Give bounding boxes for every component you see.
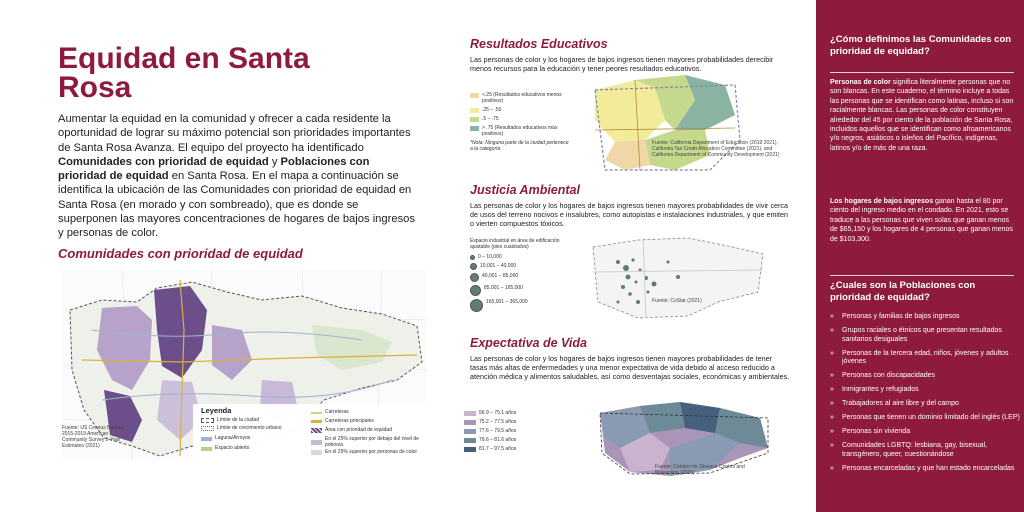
education-legend-item: .25 – .50 [470,107,570,113]
legend-item-open-space: Espacio abierto [201,446,311,452]
education-map [575,70,775,180]
panel-paragraph-low-income: Los hogares de bajos ingresos ganan hasta el 80 por ciento del ingreso medio en el condado. En 2021, esto se traduce a las personas que viven solas que ganan menos de $65,150 y los hogares de 4 personas que ganan menos de $103,300. [830,198,1013,243]
environment-legend-item: 40,001 – 85,000 [470,273,580,282]
life-legend [462,408,556,457]
legend-swatch [464,411,476,416]
legend-item-roads: Carreteras [311,410,421,416]
list-item: » Comunidades LGBTQ: lesbiana, gay, bisexual, transgénero, queer, cuestionándose [830,442,1020,459]
intro-paragraph [58,112,418,241]
list-item: » Grupos raciales o étnicos que presentan resultados sanitarios desiguales [830,327,1020,344]
legend-item-poc: En el 25% superior por personas de color [311,450,421,456]
legend-swatch [311,450,322,455]
legend-swatch [201,426,214,431]
panel-heading-definitions: ¿Cómo definimos las Comunidades con prioridad de equidad? [830,34,1012,57]
legend-swatch [201,437,212,441]
life-legend-item: 81.7 – 97.5 años [464,446,554,452]
intro-bold-communities: Comunidades con prioridad de equidad [58,155,269,168]
life-legend-item: 56.9 – 75.1 años [464,410,554,416]
circle-icon [470,255,475,260]
legend-swatch [470,117,479,122]
list-item: » Inmigrantes y refugiados [830,386,1020,395]
life-title: Expectativa de Vida [470,336,587,350]
legend-item-creeks: Laguna/Arroyos [201,436,311,442]
circle-icon [470,273,479,282]
legend-title: Leyenda [201,406,232,415]
legend-swatch [464,420,476,425]
list-item: » Personas encarceladas y que han estado encarceladas [830,465,1020,474]
environment-source: Fuente: CoStar (2021) [652,298,702,304]
legend-swatch [464,438,476,443]
legend-item-highways: Carreteras principales [311,419,421,425]
legend-swatch [470,108,479,113]
education-desc: Las personas de color y los hogares de bajos ingresos tienen mayores probabilidades derecibir menos recursos para la educación y tener peores resultados educativos. [470,55,774,74]
intro-text-3: en Santa Rosa. En el mapa a continuación se identifica la ubicación de las Comunidades con prioridad de equidad en Santa Rosa (en morado y con sombreado), que es donde se superponen las mayores concentraciones de hogares de bajos ingresos y personas de color. [58,170,415,240]
legend-swatch [201,418,214,423]
circle-icon [470,299,483,312]
map-title: Comunidades con prioridad de equidad [58,246,303,261]
legend-item-city-limit: Límite de la ciudad [201,418,311,424]
environment-legend-item: 165,001 – 365,000 [470,299,580,312]
environment-legend-title: Espacio industrial en área de edificación ajustable (pies cuadrados) [470,238,560,250]
education-legend-item: <.25 (Resultados educativos menos positivos) [470,92,570,104]
environment-desc: Las personas de color y los hogares de bajos ingresos tienen mayores probabilidades de vivir cerca de usos del terreno nocivos e insalubres, como autopistas e instalaciones industriales, y que emiten o vierten compuestos tóxicos. [470,201,789,229]
list-item: » Personas y familias de bajos ingresos [830,313,1020,322]
page-title: Equidad en Santa Rosa [58,42,310,104]
legend-swatch [464,429,476,434]
legend-swatch [201,447,212,451]
legend-swatch [464,447,476,452]
environment-legend-item: 0 – 10,000 [470,254,580,260]
list-item: » Personas que tienen un dominio limitado del inglés (LEP) [830,414,1020,423]
environment-title: Justicia Ambiental [470,183,580,197]
environment-legend-item: 85,001 – 165,000 [470,285,580,296]
life-desc: Las personas de color y los hogares de bajos ingresos tienen mayores probabilidades de tener tasas más altas de enfermedades y una menor expectativa de vida debido al acceso reducido a atención médica y alimentos saludables, así como desventajas sociales, económicas y ambientales. [470,354,790,382]
circle-icon [470,285,481,296]
education-title: Resultados Educativos [470,37,608,51]
list-item: » Personas con discapacidades [830,372,1020,381]
intro-bold-populations: Poblaciones con prioridad de equidad [58,155,370,183]
legend-item-poverty: En el 25% superior por debajo del nivel de pobreza [311,437,421,448]
legend-swatch [311,420,322,423]
education-legend-item: .5 – .75 [470,116,570,122]
life-legend-item: 75.2 – 77.5 años [464,419,554,425]
intro-text-2: y [268,155,281,168]
environment-map [578,232,778,322]
environment-legend-item: 10,001 – 40,000 [470,263,580,270]
panel-divider [830,275,1014,276]
legend-item-growth-boundary: Límite de crecimiento urbano [201,426,311,432]
populations-list [830,313,1020,479]
environment-legend [470,238,580,315]
education-legend [470,92,570,152]
life-legend-item: 79.6 – 81.6 años [464,437,554,443]
legend-swatch [470,126,479,131]
intro-text-1: Aumentar la equidad en la comunidad y ofrecer a cada residente la oportunidad de lograr su máximo potencial son prioridades importantes de Santa Rosa Avanza. El equipo del proyecto ha identificado [58,113,411,154]
circle-icon [470,263,477,270]
map-source: Fuente: US Census Bureau, 2015-2019 American Community Survey 5-Year Estimates (2021) [62,425,125,449]
legend-swatch [470,93,479,98]
education-source: Fuente: California Department of Education (2019 2021), California Tax Credit Allocation Committee (2021), and California Department of Community Development (2021) [652,140,780,158]
legend-swatch [311,440,322,445]
definitions-panel [816,0,1024,512]
life-legend-item: 77.6 – 79.5 años [464,428,554,434]
education-note: *Nota: Ninguna parte de la ciudad pertenece a la categoría [470,140,569,152]
legend-swatch [311,412,322,414]
legend-swatch [311,428,322,433]
list-item: » Trabajadores al aire libre y del campo [830,400,1020,409]
list-item: » Personas de la tercera edad, niños, jóvenes y adultos jóvenes [830,350,1020,367]
panel-divider [830,72,1014,73]
education-legend-item: > .75 (Resultados educativos más positivos) [470,125,570,137]
list-item: » Personas sin vivienda [830,428,1020,437]
map-legend [193,404,433,468]
legend-item-priority-area: Área con prioridad de equidad [311,428,421,434]
panel-paragraph-people-of-color: Personas de color significa literalmente personas que no son blancas. En este cuaderno, el término incluye a todas las personas que se identifican como latinas, incluso si son racialmente blancas. Las personas de color constituyen alrededor del 45 por ciento de la población de Santa Rosa, incluidos aquellos que se identifican como afroamericanos y/o negros, asiáticos o isleños del Pacífico, indígenas, latinos y/o de más de una raza. [830,79,1014,152]
life-source: Fuente: Centers for Disease Control and Prevention (2015) [655,464,745,476]
panel-heading-populations: ¿Cuales son la Poblaciones con prioridad de equidad? [830,280,976,303]
